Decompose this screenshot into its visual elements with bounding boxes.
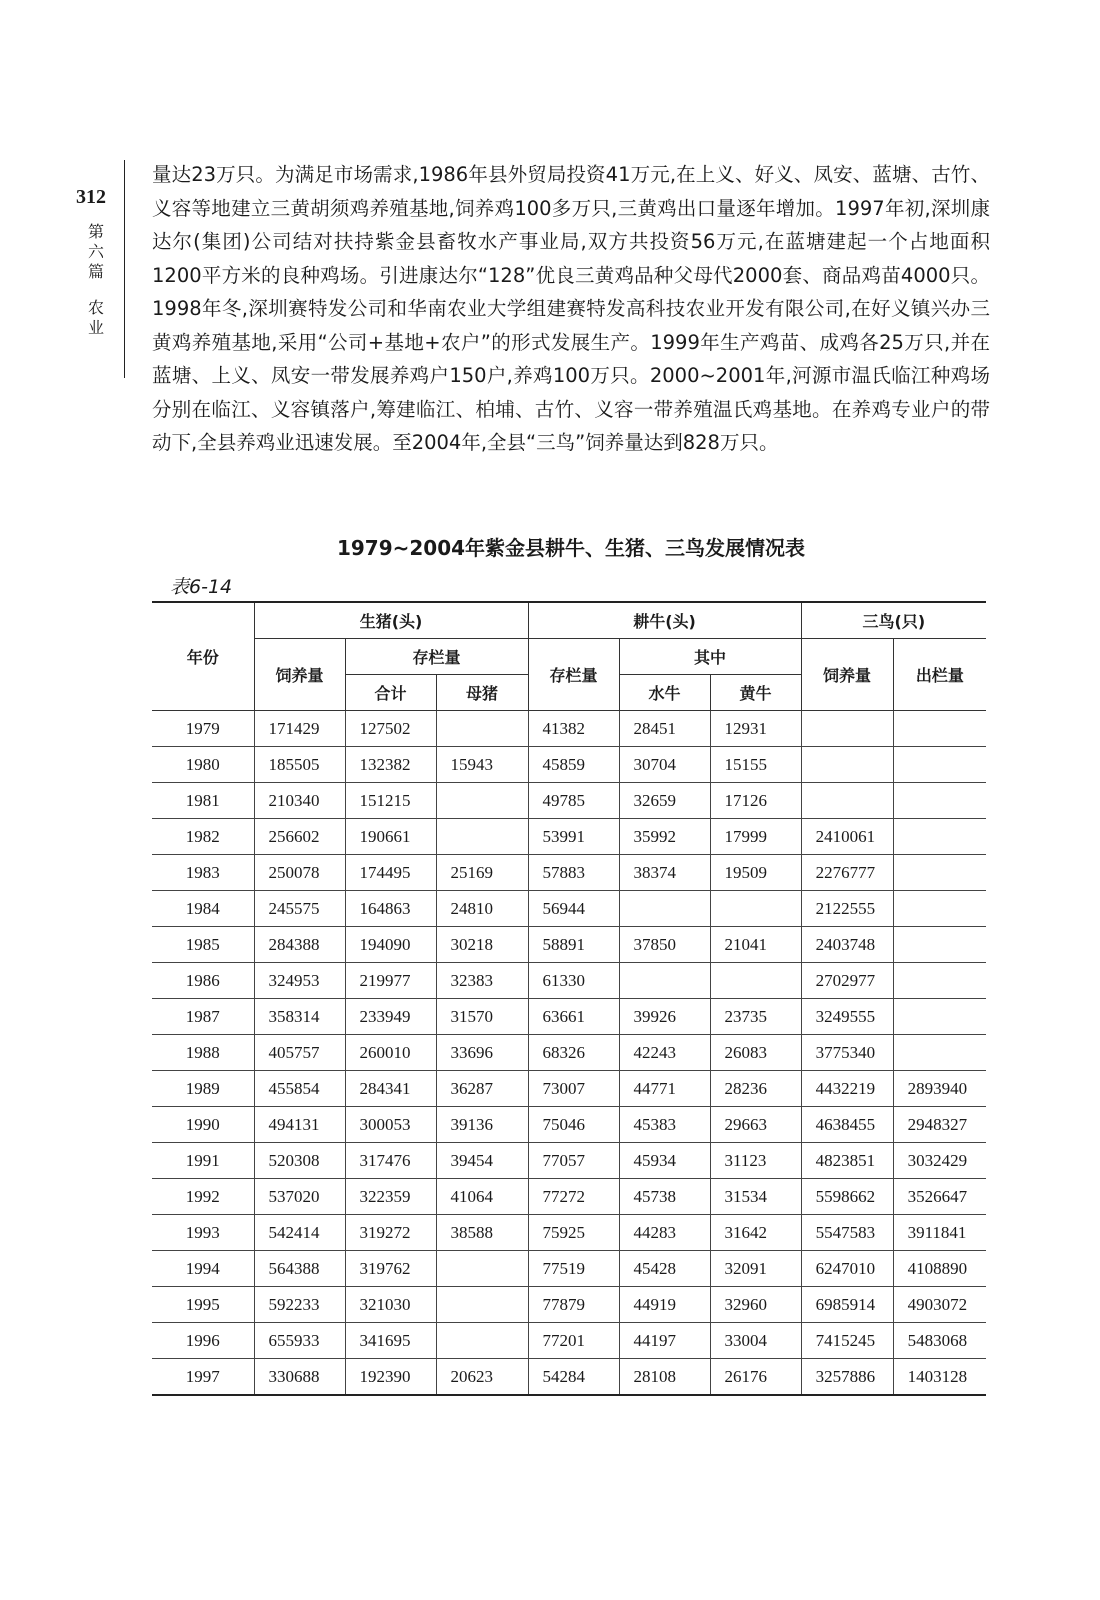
table-row (152, 927, 986, 963)
table-cell (619, 891, 710, 927)
table-cell: 324953 (254, 963, 345, 999)
table-cell: 49785 (528, 783, 619, 819)
table-cell: 45383 (619, 1107, 710, 1143)
table-cell: 358314 (254, 999, 345, 1035)
table-row (152, 999, 986, 1035)
table-cell: 58891 (528, 927, 619, 963)
table-cell: 233949 (345, 999, 436, 1035)
table-cell: 23735 (710, 999, 801, 1035)
table-cell: 1403128 (893, 1359, 986, 1396)
table-cell-year: 1987 (152, 999, 254, 1035)
table-cell: 2276777 (801, 855, 893, 891)
table-cell: 68326 (528, 1035, 619, 1071)
table-body (152, 711, 986, 1396)
table-cell (893, 999, 986, 1035)
table-cell (893, 819, 986, 855)
table-cell: 41382 (528, 711, 619, 747)
table-cell-year: 1989 (152, 1071, 254, 1107)
table-cell: 341695 (345, 1323, 436, 1359)
table-cell: 190661 (345, 819, 436, 855)
table-cell: 26176 (710, 1359, 801, 1396)
table-cell: 37850 (619, 927, 710, 963)
table-cell: 77057 (528, 1143, 619, 1179)
table-row (152, 1071, 986, 1107)
table-cell-year: 1984 (152, 891, 254, 927)
table-cell: 151215 (345, 783, 436, 819)
table-cell: 44283 (619, 1215, 710, 1251)
table-row (152, 1251, 986, 1287)
table-row (152, 1035, 986, 1071)
table-cell: 4823851 (801, 1143, 893, 1179)
table-cell: 56944 (528, 891, 619, 927)
table-cell: 21041 (710, 927, 801, 963)
table-cell-year: 1997 (152, 1359, 254, 1396)
table-cell: 63661 (528, 999, 619, 1035)
table-row (152, 1143, 986, 1179)
table-cell: 30218 (436, 927, 528, 963)
table-cell: 542414 (254, 1215, 345, 1251)
table-cell: 192390 (345, 1359, 436, 1396)
table-cell: 29663 (710, 1107, 801, 1143)
table-cell: 36287 (436, 1071, 528, 1107)
table-cell-year: 1995 (152, 1287, 254, 1323)
table-cell: 77879 (528, 1287, 619, 1323)
table-cell: 4903072 (893, 1287, 986, 1323)
table-cell: 256602 (254, 819, 345, 855)
table-cell (893, 855, 986, 891)
table-cell: 44771 (619, 1071, 710, 1107)
table-cell: 520308 (254, 1143, 345, 1179)
table-cell (436, 819, 528, 855)
table-cell: 330688 (254, 1359, 345, 1396)
table-row (152, 1107, 986, 1143)
header-pig-stock: 存栏量 (345, 639, 528, 675)
table-cell (801, 711, 893, 747)
chapter-section-label: 农业 (87, 298, 104, 337)
table-cell-year: 1981 (152, 783, 254, 819)
table-cell: 284341 (345, 1071, 436, 1107)
table-cell: 6247010 (801, 1251, 893, 1287)
table-cell: 15943 (436, 747, 528, 783)
table-cell: 219977 (345, 963, 436, 999)
table-cell-year: 1988 (152, 1035, 254, 1071)
table-cell: 75046 (528, 1107, 619, 1143)
table-cell: 17999 (710, 819, 801, 855)
header-buffalo: 水牛 (619, 675, 710, 711)
table-cell: 32091 (710, 1251, 801, 1287)
header-pig-sows: 母猪 (436, 675, 528, 711)
table-cell: 4638455 (801, 1107, 893, 1143)
table-cell (893, 891, 986, 927)
table-cell-year: 1992 (152, 1179, 254, 1215)
table-cell: 17126 (710, 783, 801, 819)
table-cell: 38588 (436, 1215, 528, 1251)
table-cell: 31123 (710, 1143, 801, 1179)
table-cell: 592233 (254, 1287, 345, 1323)
header-yellow-cattle: 黄牛 (710, 675, 801, 711)
table-title: 1979~2004年紫金县耕牛、生猪、三鸟发展情况表 (336, 536, 806, 560)
table-cell: 39926 (619, 999, 710, 1035)
table-cell (893, 747, 986, 783)
table-cell: 3257886 (801, 1359, 893, 1396)
table-cell: 28108 (619, 1359, 710, 1396)
table-row (152, 819, 986, 855)
table-cell: 171429 (254, 711, 345, 747)
table-cell: 210340 (254, 783, 345, 819)
table-cell: 33696 (436, 1035, 528, 1071)
table-cell-year: 1980 (152, 747, 254, 783)
table-cell: 28236 (710, 1071, 801, 1107)
table-cell: 245575 (254, 891, 345, 927)
table-row (152, 1179, 986, 1215)
table-cell: 45859 (528, 747, 619, 783)
table-cell: 2122555 (801, 891, 893, 927)
table-cell: 194090 (345, 927, 436, 963)
table-cell-year: 1982 (152, 819, 254, 855)
table-cell: 31570 (436, 999, 528, 1035)
table-cell: 35992 (619, 819, 710, 855)
table-number-label: 表6-14 (170, 576, 233, 598)
header-pigs: 生猪(头) (254, 602, 528, 639)
table-cell (436, 1323, 528, 1359)
table-cell (436, 783, 528, 819)
table-cell: 260010 (345, 1035, 436, 1071)
table-cell: 174495 (345, 855, 436, 891)
table-cell: 5483068 (893, 1323, 986, 1359)
table-cell (710, 963, 801, 999)
table-cell (893, 711, 986, 747)
table-cell: 284388 (254, 927, 345, 963)
table-cell: 31642 (710, 1215, 801, 1251)
table-cell: 19509 (710, 855, 801, 891)
table-cell: 317476 (345, 1143, 436, 1179)
table-cell (436, 711, 528, 747)
table-cell (801, 783, 893, 819)
header-year: 年份 (152, 602, 254, 711)
header-cattle-of-which: 其中 (619, 639, 801, 675)
table-cell-year: 1985 (152, 927, 254, 963)
table-cell: 3032429 (893, 1143, 986, 1179)
table-cell: 3911841 (893, 1215, 986, 1251)
table-cell: 39454 (436, 1143, 528, 1179)
table-cell: 28451 (619, 711, 710, 747)
table-cell: 32383 (436, 963, 528, 999)
table-cell: 31534 (710, 1179, 801, 1215)
table-cell: 26083 (710, 1035, 801, 1071)
table-cell-year: 1990 (152, 1107, 254, 1143)
table-cell: 3775340 (801, 1035, 893, 1071)
table-cell: 185505 (254, 747, 345, 783)
table-row (152, 855, 986, 891)
table-row (152, 711, 986, 747)
table-cell: 7415245 (801, 1323, 893, 1359)
table-cell: 455854 (254, 1071, 345, 1107)
table-cell (436, 1251, 528, 1287)
table-cell: 25169 (436, 855, 528, 891)
chapter-side-label (84, 222, 108, 338)
table-cell: 300053 (345, 1107, 436, 1143)
table-cell: 44197 (619, 1323, 710, 1359)
header-cattle-stock: 存栏量 (528, 639, 619, 711)
table-cell: 30704 (619, 747, 710, 783)
body-paragraph: 量达23万只。为满足市场需求,1986年县外贸局投资41万元,在上义、好义、凤安、蓝塘、古竹、义容等地建立三黄胡须鸡养殖基地,饲养鸡100多万只,三黄鸡出口量逐年增加。1997年初,深圳康达尔(集团)公司结对扶持紫金县畜牧水产事业局,双方共投资56万元,在蓝塘建起一个占地面积1200平方米的良种鸡场。引进康达尔“128”优良三黄鸡品种父母代2000套、商品鸡苗4000只。1998年冬,深圳赛特发公司和华南农业大学组建赛特发高科技农业开发有限公司,在好义镇兴办三黄鸡养殖基地,采用“公司+基地+农户”的形式发展生产。1999年生产鸡苗、成鸡各25万只,并在蓝塘、上义、凤安一带发展养鸡户150户,养鸡100万只。2000~2001年,河源市温氏临江种鸡场分别在临江、义容镇落户,筹建临江、柏埔、古竹、义容一带养殖温氏鸡基地。在养鸡专业户的带动下,全县养鸡业迅速发展。至2004年,全县“三鸟”饲养量达到828万只。 (152, 163, 990, 454)
table-cell: 3249555 (801, 999, 893, 1035)
table-cell (619, 963, 710, 999)
table-cell: 41064 (436, 1179, 528, 1215)
page-number: 312 (76, 186, 106, 208)
table-row (152, 891, 986, 927)
header-poultry-sold: 出栏量 (893, 639, 986, 711)
table-cell (893, 963, 986, 999)
table-cell: 61330 (528, 963, 619, 999)
header-pig-total: 合计 (345, 675, 436, 711)
table-cell (893, 927, 986, 963)
table-cell: 319272 (345, 1215, 436, 1251)
table-cell: 15155 (710, 747, 801, 783)
table-cell (893, 783, 986, 819)
table-cell: 2410061 (801, 819, 893, 855)
table-cell: 77201 (528, 1323, 619, 1359)
header-poultry-raised: 饲养量 (801, 639, 893, 711)
table-cell: 45738 (619, 1179, 710, 1215)
table-cell: 73007 (528, 1071, 619, 1107)
table-cell (893, 1035, 986, 1071)
table-cell: 127502 (345, 711, 436, 747)
table-cell: 494131 (254, 1107, 345, 1143)
table-cell: 5547583 (801, 1215, 893, 1251)
table-cell: 164863 (345, 891, 436, 927)
table-cell: 20623 (436, 1359, 528, 1396)
table-cell: 655933 (254, 1323, 345, 1359)
table-cell: 57883 (528, 855, 619, 891)
table-row (152, 963, 986, 999)
table-row (152, 783, 986, 819)
table-cell: 250078 (254, 855, 345, 891)
table-cell-year: 1993 (152, 1215, 254, 1251)
table-cell-year: 1979 (152, 711, 254, 747)
header-cattle: 耕牛(头) (528, 602, 801, 639)
table-cell-year: 1983 (152, 855, 254, 891)
table-cell: 4108890 (893, 1251, 986, 1287)
table-cell: 54284 (528, 1359, 619, 1396)
table-cell: 2403748 (801, 927, 893, 963)
table-cell: 75925 (528, 1215, 619, 1251)
table-cell: 564388 (254, 1251, 345, 1287)
table-cell: 537020 (254, 1179, 345, 1215)
table-cell: 6985914 (801, 1287, 893, 1323)
header-poultry: 三鸟(只) (801, 602, 986, 639)
table-cell: 39136 (436, 1107, 528, 1143)
table-cell: 4432219 (801, 1071, 893, 1107)
table-cell: 77519 (528, 1251, 619, 1287)
table-cell: 321030 (345, 1287, 436, 1323)
table-cell: 32960 (710, 1287, 801, 1323)
table-row (152, 1287, 986, 1323)
table-cell: 77272 (528, 1179, 619, 1215)
table-cell-year: 1991 (152, 1143, 254, 1179)
table-cell: 405757 (254, 1035, 345, 1071)
table-cell: 2948327 (893, 1107, 986, 1143)
table-row (152, 1323, 986, 1359)
chapter-part-label: 第六篇 (87, 222, 104, 281)
table-cell: 3526647 (893, 1179, 986, 1215)
table-cell: 45934 (619, 1143, 710, 1179)
table-cell: 32659 (619, 783, 710, 819)
livestock-table (152, 601, 986, 1396)
table-cell: 132382 (345, 747, 436, 783)
table-cell: 33004 (710, 1323, 801, 1359)
table-cell: 2893940 (893, 1071, 986, 1107)
table-cell-year: 1994 (152, 1251, 254, 1287)
table-row (152, 1215, 986, 1251)
table-cell: 42243 (619, 1035, 710, 1071)
table-cell-year: 1986 (152, 963, 254, 999)
table-cell: 2702977 (801, 963, 893, 999)
table-cell: 12931 (710, 711, 801, 747)
table-cell: 44919 (619, 1287, 710, 1323)
table-cell: 24810 (436, 891, 528, 927)
table-row (152, 1359, 986, 1396)
header-pig-raised: 饲养量 (254, 639, 345, 711)
table-cell (436, 1287, 528, 1323)
table-cell (801, 747, 893, 783)
margin-rule (124, 160, 125, 378)
table-cell: 38374 (619, 855, 710, 891)
table-cell (710, 891, 801, 927)
table-cell: 53991 (528, 819, 619, 855)
table-cell: 45428 (619, 1251, 710, 1287)
table-row (152, 747, 986, 783)
table-cell: 322359 (345, 1179, 436, 1215)
table-cell: 5598662 (801, 1179, 893, 1215)
table-cell-year: 1996 (152, 1323, 254, 1359)
table-cell: 319762 (345, 1251, 436, 1287)
